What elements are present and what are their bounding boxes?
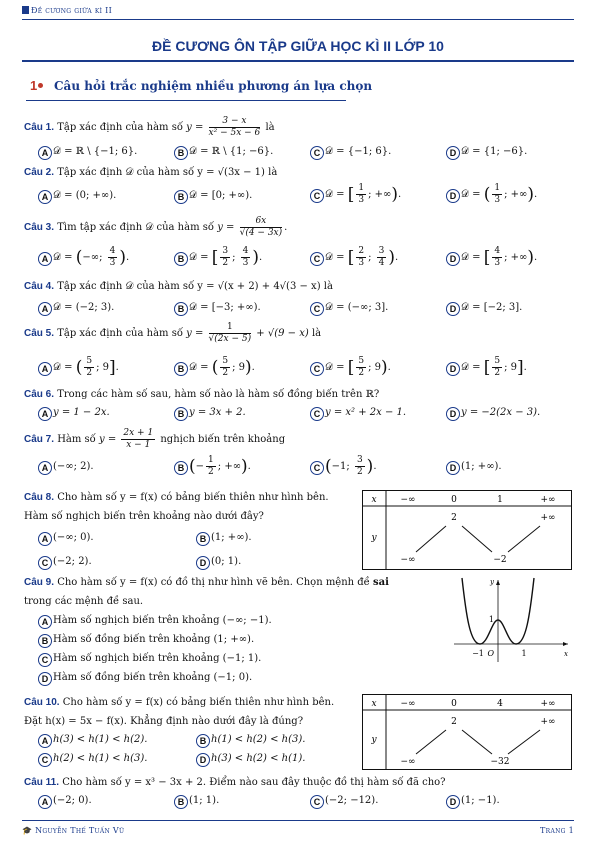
- title-rule: [22, 60, 574, 62]
- q4-option-b[interactable]: B 𝒟 = [−3; +∞).: [174, 302, 261, 316]
- svg-text:−∞: −∞: [400, 699, 416, 709]
- variation-table-10: [362, 694, 572, 770]
- q6-option-d[interactable]: D y = −2(2x − 3).: [446, 407, 540, 421]
- question-9-line2: trong các mệnh đề sau.: [24, 596, 144, 607]
- page-title: ĐỀ CƯƠNG ÔN TẬP GIỮA HỌC KÌ II LỚP 10: [152, 38, 444, 54]
- q8-option-c[interactable]: C (−2; 2).: [38, 556, 92, 570]
- q8-option-d[interactable]: D (0; 1).: [196, 556, 241, 570]
- t8-val-plusinf: +∞: [540, 513, 556, 523]
- svg-text:y: y: [371, 735, 377, 745]
- t8-val-min: −2: [493, 555, 507, 565]
- question-5: Câu 5. Tập xác định của hàm số y = $\frac{1}{√(2x - 5)}$ + √(9 − x) là: [24, 322, 322, 344]
- q8-option-b[interactable]: B (1; +∞).: [196, 532, 252, 546]
- question-2: Câu 2. Tập xác định 𝒟 của hàm số y = √(3x − 1) là: [24, 167, 278, 178]
- svg-text:x: x: [564, 650, 568, 658]
- t8-arrow-up: [416, 526, 446, 552]
- section-rule: [26, 100, 346, 101]
- q6-option-a[interactable]: A y = 1 − 2x.: [38, 407, 110, 421]
- q4-option-c[interactable]: C 𝒟 = (−∞; 3].: [310, 302, 388, 316]
- q11-option-c[interactable]: C (−2; −12).: [310, 795, 378, 809]
- q3-option-d[interactable]: D 𝒟 = [ $\frac{4}{3}$ ; +∞).: [446, 246, 537, 269]
- svg-text:x: x: [371, 699, 377, 709]
- section-dot-icon: [38, 83, 43, 88]
- question-1: Câu 1. Tập xác định của hàm số y = $\frac{3 - x}{\text{x² − 5x − 6}}$ là: [24, 116, 275, 138]
- q2-option-c[interactable]: C 𝒟 = [ $\frac{1}{3}$ ; +∞).: [310, 183, 401, 206]
- svg-text:+∞: +∞: [540, 699, 556, 709]
- q5-option-d[interactable]: D 𝒟 = [ $\frac{5}{2}$ ; 9].: [446, 356, 527, 379]
- svg-text:1: 1: [488, 615, 494, 624]
- svg-text:0: 0: [451, 699, 457, 709]
- q7-option-b[interactable]: B (− $\frac{1}{2}$ ; +∞).: [174, 455, 251, 478]
- q2-option-b[interactable]: B 𝒟 = [0; +∞).: [174, 190, 252, 204]
- t8-val-minusinf: −∞: [400, 555, 416, 565]
- svg-text:O: O: [487, 649, 494, 658]
- t8-arrow-up-2: [508, 526, 540, 552]
- section-title: Câu hỏi trắc nghiệm nhiều phương án lựa chọn: [54, 79, 373, 93]
- q1-option-d[interactable]: D 𝒟 = {1; −6}.: [446, 146, 527, 160]
- function-graph-9: [448, 574, 574, 666]
- q4-option-a[interactable]: A 𝒟 = (−2; 3).: [38, 302, 114, 316]
- q11-option-a[interactable]: A (−2; 0).: [38, 795, 92, 809]
- svg-text:−1: −1: [472, 649, 484, 658]
- q8-option-a[interactable]: A (−∞; 0).: [38, 532, 94, 546]
- q4-option-d[interactable]: D 𝒟 = [−2; 3].: [446, 302, 522, 316]
- t8-x-2: 0: [451, 495, 457, 505]
- q5-option-b[interactable]: B 𝒟 = ( $\frac{5}{2}$ ; 9).: [174, 356, 255, 379]
- svg-text:y: y: [490, 578, 494, 586]
- q10-option-b[interactable]: B h(1) < h(2) < h(3).: [196, 734, 305, 748]
- svg-text:1: 1: [521, 649, 527, 658]
- section-number: 1: [30, 78, 43, 93]
- question-8-line2: Hàm số nghịch biến trên khoảng nào dưới đây?: [24, 511, 264, 522]
- book-icon: [22, 6, 29, 14]
- q3-option-b[interactable]: B 𝒟 = [ $\frac{3}{2}$ ; $\frac{4}{3}$ ).: [174, 246, 262, 269]
- running-header: Đề cương giữa kì II: [22, 6, 112, 15]
- q2-option-d[interactable]: D 𝒟 = ( $\frac{1}{3}$ ; +∞).: [446, 183, 537, 206]
- q9-option-a[interactable]: A Hàm số nghịch biến trên khoảng (−∞; −1).: [38, 615, 272, 629]
- q7-option-c[interactable]: C (−1; $\frac{3}{2}$ ).: [310, 455, 377, 478]
- question-10: Câu 10. Cho hàm số y = f(x) có bảng biến thiên như hình bên.: [24, 697, 335, 708]
- question-6: Câu 6. Trong các hàm số sau, hàm số nào là hàm số đồng biến trên ℝ?: [24, 389, 380, 400]
- q5-option-c[interactable]: C 𝒟 = [ $\frac{5}{2}$ ; 9).: [310, 356, 391, 379]
- question-10-line2: Đặt h(x) = 5x − f(x). Khẳng định nào dưới đây là đúng?: [24, 716, 304, 727]
- svg-text:+∞: +∞: [540, 717, 556, 727]
- q7-option-d[interactable]: D (1; +∞).: [446, 461, 502, 475]
- q1-option-c[interactable]: C 𝒟 = {−1; 6}.: [310, 146, 391, 160]
- svg-text:−32: −32: [490, 757, 510, 767]
- q10-option-c[interactable]: C h(2) < h(1) < h(3).: [38, 753, 147, 767]
- q1-option-a[interactable]: A 𝒟 = ℝ \ {−1; 6}.: [38, 146, 137, 160]
- t8-x-4: +∞: [540, 495, 556, 505]
- q9-option-c[interactable]: C Hàm số nghịch biến trên khoảng (−1; 1).: [38, 653, 261, 667]
- t8-x-label: x: [371, 495, 377, 505]
- t8-val-max: 2: [451, 513, 457, 523]
- q3-option-c[interactable]: C 𝒟 = [ $\frac{2}{3}$ ; $\frac{3}{4}$ ).: [310, 246, 398, 269]
- q9-option-b[interactable]: B Hàm số đồng biến trên khoảng (1; +∞).: [38, 634, 254, 648]
- t8-arrow-down: [462, 526, 492, 552]
- q1-option-b[interactable]: B 𝒟 = ℝ \ {1; −6}.: [174, 146, 273, 160]
- q5-option-a[interactable]: A 𝒟 = ( $\frac{5}{2}$ ; 9].: [38, 356, 119, 379]
- t8-x-3: 1: [497, 495, 503, 505]
- q11-option-b[interactable]: B (1; 1).: [174, 795, 219, 809]
- footer-rule: [22, 820, 574, 821]
- q6-option-b[interactable]: B y = 3x + 2.: [174, 407, 246, 421]
- header-rule: [22, 19, 574, 20]
- q6-option-c[interactable]: C y = x² + 2x − 1.: [310, 407, 406, 421]
- q10-option-d[interactable]: D h(3) < h(2) < h(1).: [196, 753, 305, 767]
- variation-table-8: [362, 490, 572, 570]
- q7-option-a[interactable]: A (−∞; 2).: [38, 461, 94, 475]
- question-11: Câu 11. Cho hàm số y = x³ − 3x + 2. Điểm nào sau đây thuộc đồ thị hàm số đã cho?: [24, 777, 446, 788]
- question-4: Câu 4. Tập xác định 𝒟 của hàm số y = √(x + 2) + 4√(3 − x) là: [24, 281, 333, 292]
- question-7: Câu 7. Hàm số y = $\frac{2x + 1}{x - 1}$ nghịch biến trên khoảng: [24, 428, 286, 450]
- graduation-cap-icon: 🎓: [22, 826, 33, 835]
- t8-x-1: −∞: [400, 495, 416, 505]
- svg-text:4: 4: [497, 699, 503, 709]
- question-8: Câu 8. Cho hàm số y = f(x) có bảng biến thiên như hình bên.: [24, 492, 329, 503]
- footer-author: 🎓 Nguyễn Thế Tuấn Vũ: [22, 826, 125, 835]
- t8-y-label: y: [371, 533, 377, 543]
- q11-option-d[interactable]: D (1; −1).: [446, 795, 500, 809]
- q9-option-d[interactable]: D Hàm số đồng biến trên khoảng (−1; 0).: [38, 672, 252, 686]
- footer-page: Trang 1: [540, 826, 574, 835]
- q2-option-a[interactable]: A 𝒟 = (0; +∞).: [38, 190, 116, 204]
- q3-option-a[interactable]: A 𝒟 = (−∞; $\frac{4}{3}$ ).: [38, 246, 129, 269]
- svg-text:2: 2: [451, 717, 457, 727]
- q10-option-a[interactable]: A h(3) < h(1) < h(2).: [38, 734, 147, 748]
- question-3: Câu 3. Tìm tập xác định 𝒟 của hàm số y = $\frac{6x}{√(4 - 3x)}$ .: [24, 216, 288, 238]
- question-9: Câu 9. Cho hàm số y = f(x) có đồ thị như hình vẽ bên. Chọn mệnh đề sai: [24, 577, 389, 588]
- svg-text:−∞: −∞: [400, 757, 416, 767]
